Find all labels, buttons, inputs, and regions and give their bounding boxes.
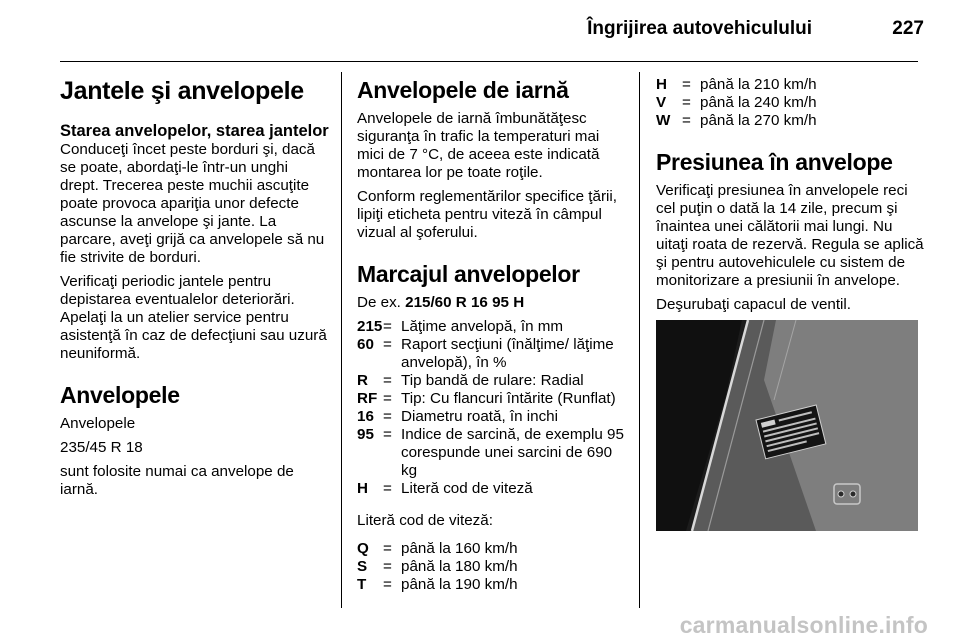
tyres-paragraph-1: Anvelopele <box>60 415 136 432</box>
speed-code-eq: = <box>383 540 392 557</box>
speed-code-item <box>357 576 629 594</box>
speed-code-value: până la 210 km/h <box>700 76 817 93</box>
watermark: carmanualsonline.info <box>679 612 928 638</box>
column-1 <box>60 70 330 505</box>
marking-list-item <box>357 426 629 480</box>
marking-eq: = <box>383 426 392 443</box>
speed-code-list <box>357 540 629 594</box>
speed-code-item <box>656 94 926 112</box>
marking-value: Tip: Cu flancuri întărite (Runflat) <box>401 390 616 407</box>
speed-code-eq: = <box>383 576 392 593</box>
marking-eq: = <box>383 336 392 353</box>
marking-eq: = <box>383 390 392 407</box>
page-number: 227 <box>892 18 924 39</box>
speed-code-eq: = <box>682 94 691 111</box>
pressure-paragraph-2: Deşurubaţi capacul de ventil. <box>656 296 852 313</box>
condition-heading: Starea anvelopelor, starea jantelor <box>60 122 329 140</box>
speed-code-value: până la 270 km/h <box>700 112 817 129</box>
marking-list <box>357 318 629 498</box>
marking-eq: = <box>383 372 392 389</box>
marking-example <box>357 294 629 312</box>
speed-code-eq: = <box>682 76 691 93</box>
pressure-paragraph-1: Verificaţi presiunea în anvelopele reci cel puţin o dată la 14 zile, precum şi înaintea unei călătorii mai lungi. Nu uitaţi roata de rezervă. Regula se aplică şi pentru autovehiculele cu sistem de monitorizare a presiunii în anvelope. <box>656 182 924 289</box>
speed-code-key: S <box>357 558 368 575</box>
tyre-pressure-label-illustration <box>656 320 918 531</box>
marking-example-code: 215/60 R 16 95 H <box>405 294 525 311</box>
column-divider-2 <box>639 72 640 608</box>
speed-code-intro: Literă cod de viteză: <box>357 512 493 529</box>
winter-paragraph-1: Anvelopele de iarnă îmbunătăţesc siguranţa în trafic la temperaturi mai mici de 7 °C, de aceea este indicată montarea lor pe toate roţile. <box>357 110 600 181</box>
marking-list-item <box>357 408 629 426</box>
speed-code-list-continued <box>656 76 926 130</box>
marking-list-item <box>357 318 629 336</box>
column-divider-1 <box>341 72 342 608</box>
winter-paragraph-2: Conform reglementărilor specifice ţării, lipiţi eticheta pentru viteză în câmpul vizual al şoferului. <box>357 188 617 241</box>
marking-key: 95 <box>357 426 374 443</box>
tyres-paragraph-3: sunt folosite numai ca anvelope de iarnă. <box>60 463 294 498</box>
marking-eq: = <box>383 408 392 425</box>
marking-heading: Marcajul anvelopelor <box>357 261 580 287</box>
tyres-size: 235/45 R 18 <box>60 439 143 456</box>
header-divider <box>60 61 918 62</box>
marking-key: 60 <box>357 336 374 353</box>
speed-code-value: până la 180 km/h <box>401 558 518 575</box>
column-3 <box>656 70 926 531</box>
marking-value: Diametru roată, în inchi <box>401 408 559 425</box>
winter-heading: Anvelopele de iarnă <box>357 77 569 103</box>
marking-key: 215 <box>357 318 383 335</box>
header-title: Îngrijirea autovehiculului <box>587 18 812 39</box>
marking-list-item <box>357 336 629 372</box>
speed-code-key: W <box>656 112 671 129</box>
speed-code-value: până la 160 km/h <box>401 540 518 557</box>
speed-code-key: T <box>357 576 367 593</box>
marking-key: H <box>357 480 368 497</box>
speed-code-key: H <box>656 76 667 93</box>
speed-code-key: Q <box>357 540 369 557</box>
marking-eq: = <box>383 480 392 497</box>
speed-code-item <box>656 112 926 130</box>
speed-code-eq: = <box>682 112 691 129</box>
marking-value: Raport secţiuni (înălţime/ lăţime anvelopă), în % <box>401 336 614 371</box>
marking-key: RF <box>357 390 378 407</box>
latch-screw <box>838 491 844 497</box>
marking-key: 16 <box>357 408 374 425</box>
marking-list-item <box>357 372 629 390</box>
marking-value: Indice de sarcină, de exemplu 95 corespunde unei sarcini de 690 kg <box>401 426 624 479</box>
pressure-heading: Presiunea în anvelope <box>656 149 893 175</box>
condition-paragraph-2: Verificaţi periodic jantele pentru depistarea eventualelor deteriorări. Apelaţi la un atelier service pentru asistenţă în caz de defecţiuni sau uzură neuniformă. <box>60 273 327 362</box>
marking-value: Literă cod de viteză <box>401 480 533 497</box>
tyres-heading: Anvelopele <box>60 382 180 408</box>
condition-paragraph-1: Conduceţi încet peste borduri şi, dacă se poate, abordaţi-le într-un unghi drept. Trecerea peste muchii ascuţite poate provoca apariţia unor defecte ascunse la anvelope şi jante. La parcare, aveţi grijă ca anvelopele să nu fie strivite de borduri. <box>60 141 325 266</box>
marking-value: Lăţime anvelopă, în mm <box>401 318 564 335</box>
marking-value: Tip bandă de rulare: Radial <box>401 372 584 389</box>
speed-code-item <box>357 558 629 576</box>
main-title: Jantele şi anvelopele <box>60 77 304 105</box>
speed-code-value: până la 240 km/h <box>700 94 817 111</box>
marking-list-item <box>357 390 629 408</box>
speed-code-item <box>656 76 926 94</box>
latch-screw <box>850 491 856 497</box>
marking-list-item <box>357 480 629 498</box>
marking-example-prefix: De ex. <box>357 294 406 311</box>
marking-eq: = <box>383 318 392 335</box>
speed-code-key: V <box>656 94 667 111</box>
speed-code-eq: = <box>383 558 392 575</box>
column-2 <box>357 70 629 600</box>
speed-code-item <box>357 540 629 558</box>
marking-key: R <box>357 372 368 389</box>
speed-code-value: până la 190 km/h <box>401 576 518 593</box>
